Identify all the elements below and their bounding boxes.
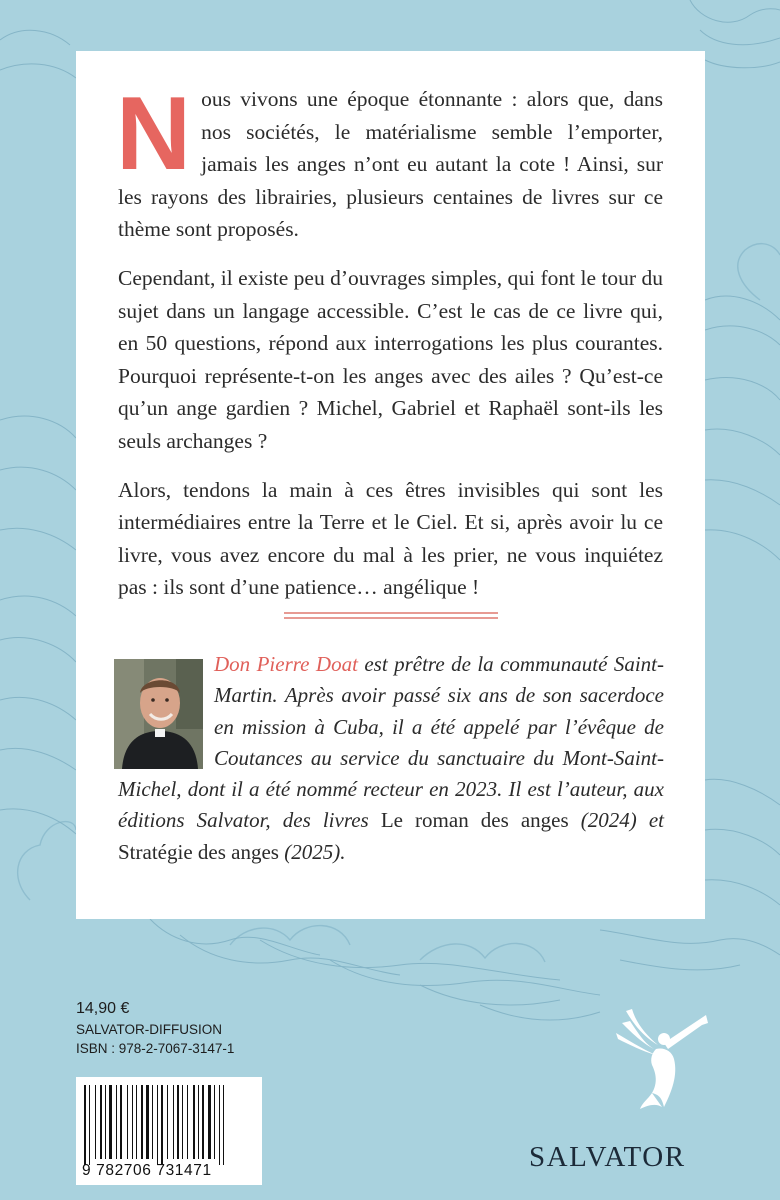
drop-cap: N bbox=[116, 76, 192, 192]
book-year-2: (2025). bbox=[278, 839, 346, 864]
blurb-paragraph-1 bbox=[116, 76, 663, 246]
price-info bbox=[76, 997, 234, 1058]
isbn: ISBN : 978-2-7067-3147-1 bbox=[76, 1041, 235, 1056]
section-divider bbox=[284, 612, 498, 619]
blurb-text-1: ous vivons une époque étonnante : alors que, dans nos sociétés, le matérialisme semble l’emporter, jamais les anges n’ont eu autant la cote ! Ainsi, sur les rayons des librairies, plusieurs centaines de livres sur ce thème sont proposés. bbox=[118, 87, 663, 242]
book-year-1: (2024) et bbox=[568, 808, 665, 833]
text-panel bbox=[76, 51, 705, 919]
price: 14,90 € bbox=[76, 1000, 130, 1017]
author-bio bbox=[118, 649, 664, 868]
book-title-2: Stratégie des anges bbox=[118, 839, 279, 864]
blurb-paragraph-3: Alors, tendons la main à ces êtres invisibles qui sont les intermédiaires entre la Terre et le Ciel. Et si, après avoir lu ce livre, vous avez encore du mal à les prier, ne vous inquiétez pas : ils sont d’une patience… angélique ! bbox=[118, 477, 663, 600]
publisher-logo: SALVATOR bbox=[529, 1141, 686, 1173]
bio-text: est prêtre de la communauté Saint-Martin. Après avoir passé six ans de son sacerdoce en mission à Cuba, il a été appelé par l’évêque de Coutances au service du sanctuaire du Mont-Saint-Michel, dont il a été nommé recteur en 2023. Il est l’auteur, aux éditions Salvator, des livres bbox=[118, 652, 664, 833]
barcode bbox=[76, 1077, 262, 1185]
book-blurb bbox=[116, 76, 663, 620]
blurb-paragraph-2: Cependant, il existe peu d’ouvrages simples, qui font le tour du sujet dans un langage accessible. C’est le cas de ce livre qui, en 50 questions, répond aux interrogations les plus courantes. Pourquoi représente-t-on les anges avec des ailes ? Qu’est-ce qu’un ange gardien ? Michel, Gabriel et Raphaël sont-ils les seuls archanges ? bbox=[118, 265, 663, 453]
distributor: SALVATOR-DIFFUSION bbox=[76, 1022, 223, 1037]
book-title-1: Le roman des anges bbox=[380, 808, 569, 833]
angel-trumpet-icon bbox=[612, 1003, 712, 1115]
barcode-digits: 9 782706 731471 bbox=[82, 1162, 212, 1179]
author-name: Don Pierre Doat bbox=[214, 652, 358, 676]
